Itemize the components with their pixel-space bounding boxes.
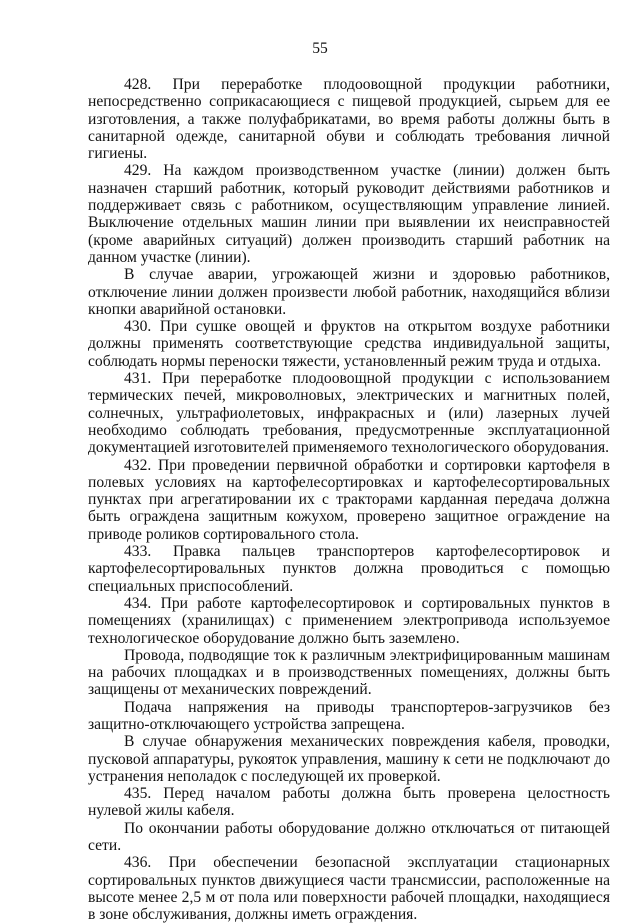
document-body <box>88 76 610 924</box>
paragraph-435: 435. Перед началом работы должна быть проверена целостность нулевой жилы кабеля. <box>88 785 610 820</box>
paragraph-436: 436. При обеспечении безопасной эксплуатации стационарных сортировальных пунктов движущиеся части трансмиссии, расположенные на высоте менее 2,5 м от пола или поверхности рабочей площадки, находящиеся в зоне обслуживания, должны иметь ограждения. <box>88 854 610 924</box>
paragraph-433: 433. Правка пальцев транспортеров картофелесортировок и картофелесортировальных пунктов должна проводиться с помощью специальных приспособлений. <box>88 543 610 595</box>
paragraph-434-voltage: Подача напряжения на приводы транспортеров-загрузчиков без защитно-отключающего устройства запрещена. <box>88 698 610 733</box>
paragraph-431: 431. При переработке плодоовощной продукции с использованием термических печей, микроволновых, электрических и магнитных полей, солнечных, ультрафиолетовых, инфракрасных и (или) лазерных лучей необходимо соблюдать требования, предусмотренные эксплуатационной документацией изготовителей применяемого технологического оборудования. <box>88 370 610 457</box>
paragraph-428: 428. При переработке плодоовощной продукции работники, непосредственно соприкасающиеся с пищевой продукцией, сырьем для ее изготовления, а также полуфабрикатами, во время работы должны быть в санитарной одежде, санитарной обуви и соблюдать требования личной гигиены. <box>88 76 610 163</box>
paragraph-429-emergency: В случае аварии, угрожающей жизни и здоровью работников, отключение линии должен произвести любой работник, находящийся вблизи кнопки аварийной остановки. <box>88 266 610 318</box>
paragraph-434-damage: В случае обнаружения механических повреждения кабеля, проводки, пусковой аппаратуры, рукояток управления, машину к сети не подключают до устранения неполадок с последующей их проверкой. <box>88 733 610 785</box>
paragraph-430: 430. При сушке овощей и фруктов на открытом воздухе работники должны применять соответствующие средства индивидуальной защиты, соблюдать нормы переноски тяжести, установленный режим труда и отдыха. <box>88 318 610 370</box>
paragraph-434-wires: Провода, подводящие ток к различным электрифицированным машинам на рабочих площадках и в производственных помещениях, должны быть защищены от механических повреждений. <box>88 646 610 699</box>
paragraph-432: 432. При проведении первичной обработки и сортировки картофеля в полевых условиях на картофелесортировках и картофелесортировальных пунктах при агрегатировании их с тракторами карданная передача должна быть ограждена защитным кожухом, проверено защитное ограждение на приводе роликов сортировального стола. <box>88 456 610 543</box>
paragraph-435-shutdown: По окончании работы оборудование должно отключаться от питающей сети. <box>88 819 610 855</box>
paragraph-429: 429. На каждом производственном участке (линии) должен быть назначен старший работник, который руководит действиями работников и поддерживает связь с работником, осуществляющим управление линией. Выключение отдельных машин линии при выявлении их неисправностей (кроме аварийных ситуаций) должен производить старший работник на данном участке (линии). <box>88 162 610 266</box>
page-number: 55 <box>312 40 328 57</box>
paragraph-434: 434. При работе картофелесортировок и сортировальных пунктов в помещениях (хранилищах) с применением электропривода используемое технологическое оборудование должно быть заземлено. <box>88 594 610 647</box>
